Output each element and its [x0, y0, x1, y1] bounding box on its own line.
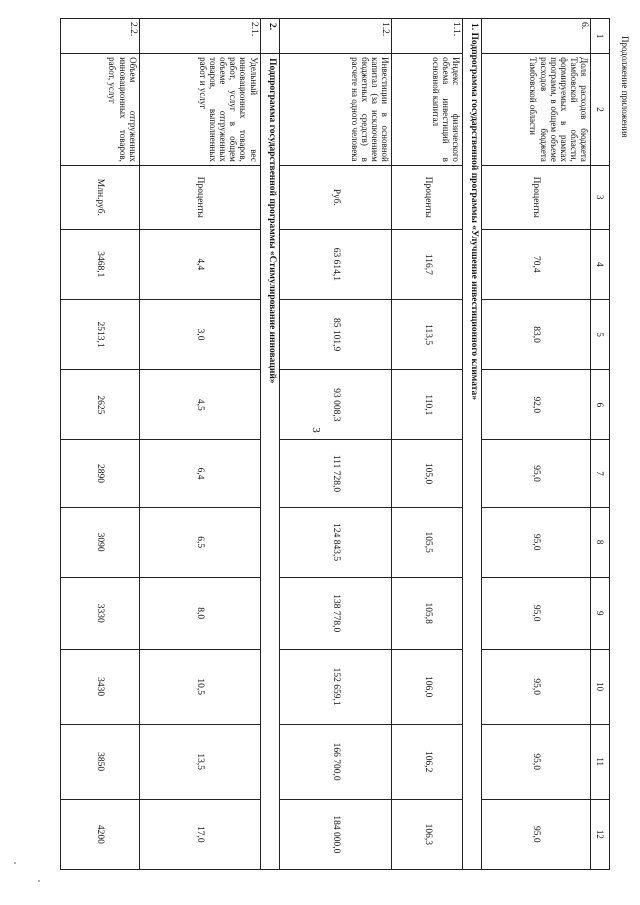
indicator-name: Доля расходов бюджета Тамбовской области, формируемых в рамках программ, в общем объеме расходов бюджета Тамбовской области: [482, 54, 591, 166]
value-cell: 3850: [61, 724, 140, 799]
value-cell: 10,5: [139, 649, 260, 724]
header-cell: 3: [590, 165, 609, 229]
indicator-name: Индекс физического объема инвестиций в основной капитал: [392, 54, 463, 166]
value-cell: 95,0: [482, 507, 591, 577]
value-cell: 113,5: [392, 299, 463, 369]
value-cell: 95,0: [482, 724, 591, 799]
value-cell: 4,5: [139, 370, 260, 440]
value-cell: 6,5: [139, 507, 260, 577]
value-cell: 152 659,1: [279, 649, 392, 724]
scan-speck: [38, 880, 40, 882]
value-cell: 2513,1: [61, 299, 140, 369]
header-cell: 6: [590, 370, 609, 440]
section-header-row: [260, 19, 279, 870]
value-cell: 3,0: [139, 299, 260, 369]
value-cell: 95,0: [482, 649, 591, 724]
header-cell: 4: [590, 229, 609, 299]
table-row: [279, 19, 392, 870]
section-title: 1. Подпрограмма государственной программы «Улучшение инвестиционного климата»: [462, 19, 481, 870]
header-cell: 9: [590, 577, 609, 649]
value-cell: 106,2: [392, 724, 463, 799]
unit-cell: Руб.: [279, 165, 392, 229]
value-cell: 184 000,0: [279, 799, 392, 869]
value-cell: 17,0: [139, 799, 260, 869]
value-cell: 85 101,9: [279, 299, 392, 369]
row-index: 6.: [482, 19, 591, 54]
header-cell: 10: [590, 649, 609, 724]
value-cell: 95,0: [482, 440, 591, 507]
unit-cell: Проценты: [139, 165, 260, 229]
row-index: 2.2.: [61, 19, 140, 54]
value-cell: 13,5: [139, 724, 260, 799]
value-cell: 95,0: [482, 577, 591, 649]
value-cell: 138 778,0: [279, 577, 392, 649]
table-row: [139, 19, 260, 870]
section-title: Подпрограмма государственной программы «Стимулирование инноваций»: [260, 54, 279, 870]
indicator-name: Удельный вес инновационных товаров, работ, услуг в общем объеме отгруженных товаров, выполненных работ и услуг: [139, 54, 260, 166]
value-cell: 105,5: [392, 507, 463, 577]
value-cell: 4200: [61, 799, 140, 869]
value-cell: 3468,1: [61, 229, 140, 299]
value-cell: 83,0: [482, 299, 591, 369]
unit-cell: Млн.руб.: [61, 165, 140, 229]
section-header-row: [462, 19, 481, 870]
value-cell: 106,0: [392, 649, 463, 724]
value-cell: 124 843,5: [279, 507, 392, 577]
header-cell: 7: [590, 440, 609, 507]
value-cell: 3090: [61, 507, 140, 577]
indicators-table-wrapper: [60, 18, 610, 870]
value-cell: 3330: [61, 577, 140, 649]
value-cell: 105,8: [392, 577, 463, 649]
page-number: 3: [309, 427, 322, 433]
indicator-name: Инвестиции в основной капитал (за исключением бюджетных средств) в расчете на одного человека: [279, 54, 392, 166]
header-cell: 8: [590, 507, 609, 577]
value-cell: 95,0: [482, 799, 591, 869]
header-cell: 11: [590, 724, 609, 799]
scan-speck: [14, 862, 16, 864]
unit-cell: Проценты: [392, 165, 463, 229]
table-row: [61, 19, 140, 870]
header-cell: 5: [590, 299, 609, 369]
value-cell: 6,4: [139, 440, 260, 507]
header-cell: 2: [590, 54, 609, 166]
value-cell: 105,0: [392, 440, 463, 507]
row-index: 1.1.: [392, 19, 463, 54]
value-cell: 4,4: [139, 229, 260, 299]
value-cell: 70,4: [482, 229, 591, 299]
value-cell: 166 700,0: [279, 724, 392, 799]
header-cell: 1: [590, 19, 609, 54]
section-index: 2.: [260, 19, 279, 54]
value-cell: 2625: [61, 370, 140, 440]
value-cell: 110,1: [392, 370, 463, 440]
value-cell: 116,7: [392, 229, 463, 299]
value-cell: 2890: [61, 440, 140, 507]
value-cell: 111 728,0: [279, 440, 392, 507]
value-cell: 92,0: [482, 370, 591, 440]
value-cell: 106,3: [392, 799, 463, 869]
value-cell: 8,0: [139, 577, 260, 649]
table-row: [392, 19, 463, 870]
header-cell: 12: [590, 799, 609, 869]
table-row: [482, 19, 591, 870]
row-index: 2.1.: [139, 19, 260, 54]
indicator-name: Объем отгруженных инновационных товаров, работ, услуг: [61, 54, 140, 166]
row-index: 1.2.: [279, 19, 392, 54]
continuation-note: Продолжение приложения: [620, 36, 630, 138]
value-cell: 63 614,1: [279, 229, 392, 299]
indicators-table: [60, 18, 610, 870]
unit-cell: Проценты: [482, 165, 591, 229]
header-row: [590, 19, 609, 870]
value-cell: 3430: [61, 649, 140, 724]
value-cell: 93 008,3: [279, 370, 392, 440]
